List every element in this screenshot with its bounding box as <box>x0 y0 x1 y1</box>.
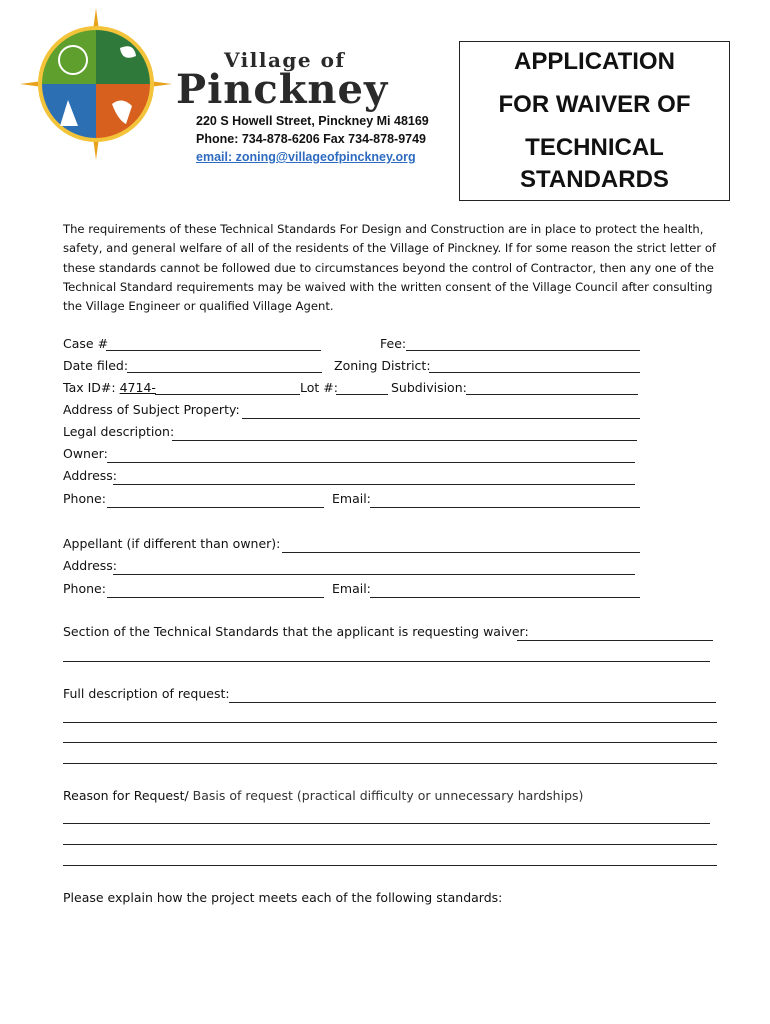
lot-label: Lot #: <box>300 380 338 395</box>
village-logo <box>20 8 172 160</box>
pinckney-text: Pinckney <box>176 66 389 113</box>
date-filed-label: Date filed: <box>63 358 129 373</box>
email-link[interactable]: email: zoning@villageofpinckney.org <box>196 150 416 164</box>
appellant-email-field[interactable] <box>370 597 640 598</box>
full-description-line-2[interactable] <box>63 722 717 723</box>
appellant-label: Appellant (if different than owner): <box>63 536 281 551</box>
reason-line-3[interactable] <box>63 865 717 866</box>
street-address: 220 S Howell Street, Pinckney Mi 48169 <box>196 114 429 128</box>
zoning-district-field[interactable] <box>429 372 640 373</box>
title-line-4: STANDARDS <box>520 166 669 193</box>
section-label: Section of the Technical Standards that the applicant is requesting waiver: <box>63 624 529 639</box>
appellant-address-label: Address: <box>63 558 117 573</box>
reason-label <box>63 788 583 803</box>
title-line-3: TECHNICAL <box>525 134 664 161</box>
legal-description-field[interactable] <box>172 440 637 441</box>
title-box <box>459 41 730 201</box>
title-line-2: FOR WAIVER OF <box>498 91 691 118</box>
date-filed-field[interactable] <box>127 372 322 373</box>
tax-id-text: Tax ID#: <box>63 380 116 395</box>
legal-description-label: Legal description: <box>63 424 175 439</box>
section-field-line-2[interactable] <box>63 661 710 662</box>
subject-address-label: Address of Subject Property: <box>63 402 240 417</box>
appellant-address-field[interactable] <box>113 574 635 575</box>
fee-field[interactable] <box>406 350 640 351</box>
tax-id-field[interactable] <box>155 394 300 395</box>
contact-block <box>196 112 429 166</box>
owner-phone-label: Phone: <box>63 491 106 506</box>
reason-line-2[interactable] <box>63 844 717 845</box>
subject-address-field[interactable] <box>242 418 640 419</box>
section-field[interactable] <box>517 640 713 641</box>
reason-label-text: Reason for Request/ <box>63 788 189 803</box>
case-field[interactable] <box>106 350 321 351</box>
fee-label: Fee: <box>380 336 407 351</box>
full-description-line-4[interactable] <box>63 763 717 764</box>
phone-fax: Phone: 734-878-6206 Fax 734-878-9749 <box>196 132 427 146</box>
case-label: Case # <box>63 336 109 351</box>
owner-label: Owner: <box>63 446 108 461</box>
owner-address-field[interactable] <box>113 484 635 485</box>
appellant-phone-field[interactable] <box>107 597 324 598</box>
full-description-label: Full description of request: <box>63 686 230 701</box>
tax-id-value: 4714- <box>119 380 156 395</box>
appellant-phone-label: Phone: <box>63 581 106 596</box>
owner-email-label: Email: <box>332 491 371 506</box>
appellant-field[interactable] <box>282 552 640 553</box>
appellant-email-label: Email: <box>332 581 371 596</box>
owner-address-label: Address: <box>63 468 117 483</box>
intro-paragraph: The requirements of these Technical Standards For Design and Construction are in place to protect the health, safety, and general welfare of all of the residents of the Village of Pinckney. If for some reason the strict letter of these standards cannot be followed due to circumstances beyond the control of Contractor, then any one of the Technical Standard requirements may be waived with the written consent of the Village Council after consulting the Village Engineer or qualified Village Agent. <box>63 222 716 314</box>
explain-label: Please explain how the project meets each of the following standards: <box>63 890 503 905</box>
reason-line-1[interactable] <box>63 823 710 824</box>
lot-field[interactable] <box>336 394 388 395</box>
title-line-1: APPLICATION <box>514 48 675 75</box>
full-description-line-3[interactable] <box>63 742 717 743</box>
full-description-field[interactable] <box>229 702 716 703</box>
reason-sub-text: Basis of request (practical difficulty or unnecessary hardships) <box>188 788 584 803</box>
village-of-text: Village of <box>224 48 346 72</box>
owner-field[interactable] <box>107 462 635 463</box>
zoning-district-label: Zoning District: <box>334 358 431 373</box>
tax-id-label <box>63 380 156 395</box>
owner-phone-field[interactable] <box>107 507 324 508</box>
subdivision-field[interactable] <box>466 394 638 395</box>
subdivision-label: Subdivision: <box>391 380 467 395</box>
owner-email-field[interactable] <box>370 507 640 508</box>
